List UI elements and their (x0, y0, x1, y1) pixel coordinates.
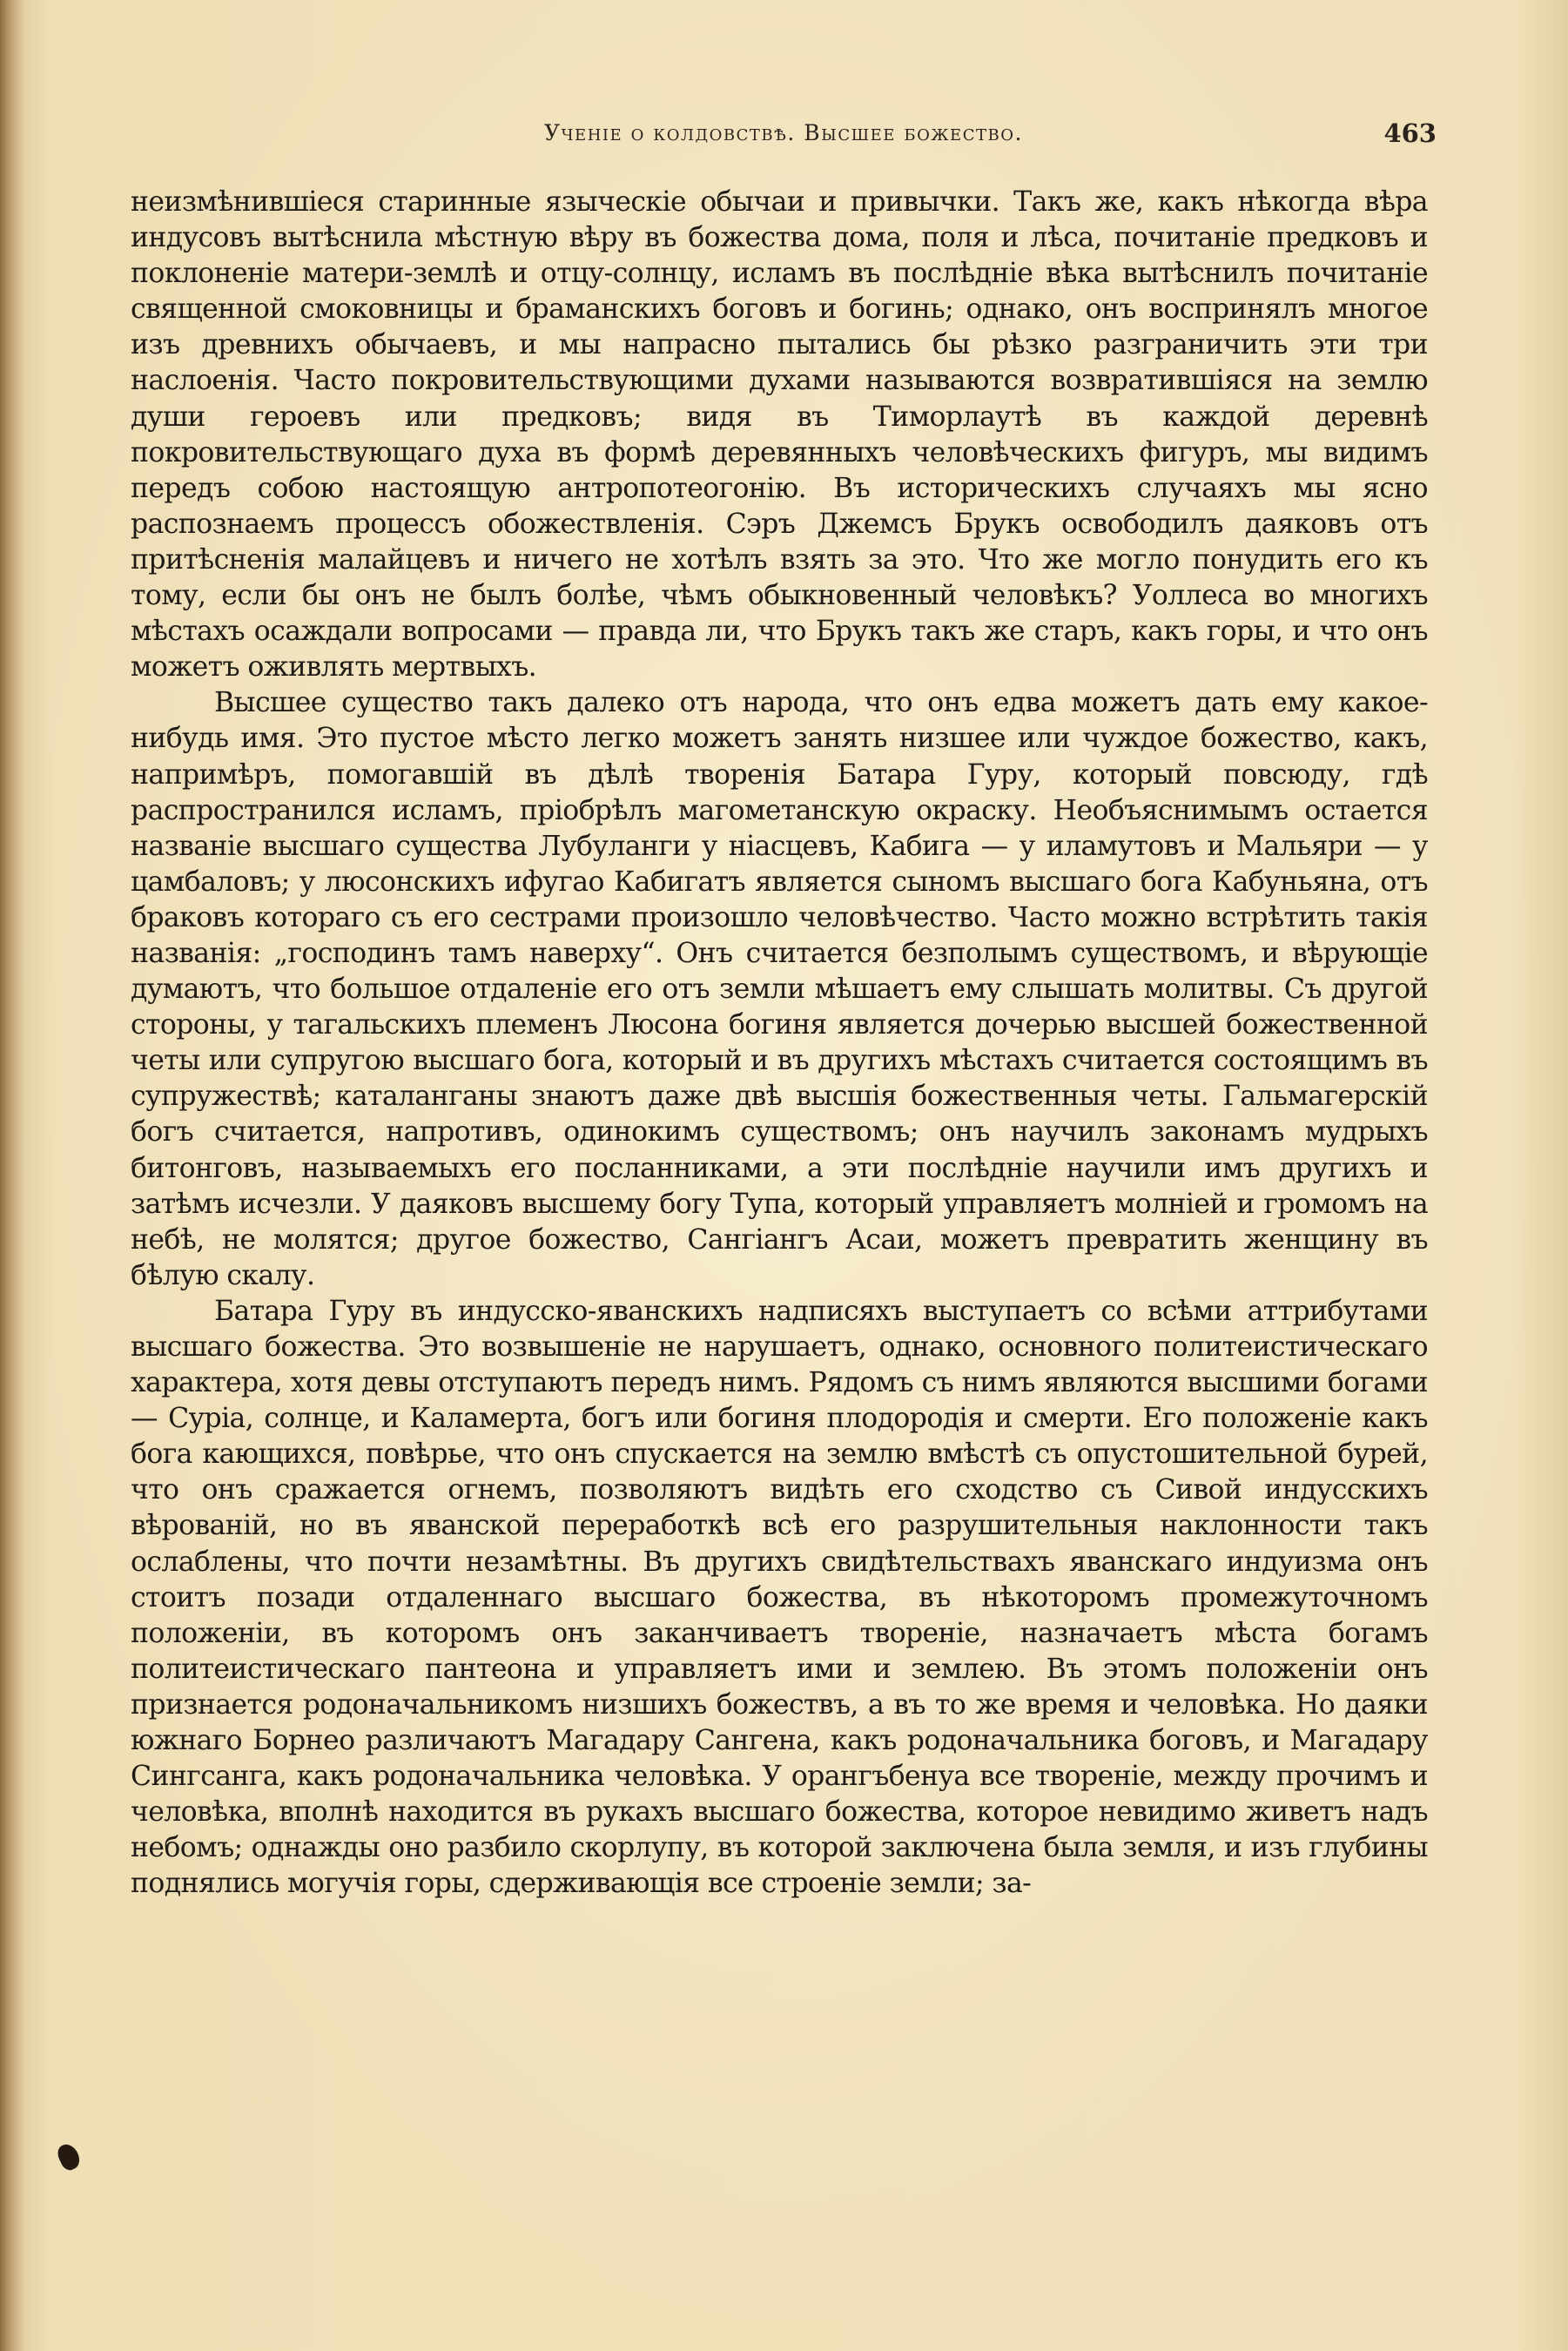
paragraph-1: неизмѣнившіеся старинные языческіе обычаи и привычки. Такъ же, какъ нѣкогда вѣра индусовъ вытѣснила мѣстную вѣру въ божества дома, поля и лѣса, почитаніе предковъ и поклоненіе матери-землѣ и отцу-солнцу, исламъ въ послѣдніе вѣка вытѣснилъ почитаніе священной смоковницы и браманскихъ боговъ и богинь; однако, онъ воспринялъ многое изъ древнихъ обычаевъ, и мы напрасно пытались бы рѣзко разграничить эти три наслоенія. Часто покровительствующими духами называются возвратившіяся на землю души героевъ или предковъ; видя въ Тиморлаутѣ въ каждой деревнѣ покровительствующаго духа въ формѣ деревянныхъ человѣческихъ фигуръ, мы видимъ передъ собою настоящую антропотеогонію. Въ историческихъ случаяхъ мы ясно распознаемъ процессъ обожествленія. Сэръ Джемсъ Брукъ освободилъ даяковъ отъ притѣсненія малайцевъ и ничего не хотѣлъ взять за это. Что же могло понудить его къ тому, если бы онъ не былъ болѣе, чѣмъ обыкновенный человѣкъ? Уоллеса во многихъ мѣстахъ осаждали вопросами — правда ли, что Брукъ такъ же старъ, какъ горы, и что онъ можетъ оживлять мертвыхъ. (131, 186, 1428, 684)
ink-blot-mark (55, 2141, 84, 2172)
body-text (131, 185, 1428, 2213)
page-number: 463 (1383, 118, 1437, 148)
paragraph-3: Батара Гуру въ индусско-яванскихъ надписяхъ выступаетъ со всѣми аттрибутами высшаго божества. Это возвышеніе не нарушаетъ, однако, основного политеистическаго характера, хотя девы отступаютъ передъ нимъ. Рядомъ съ нимъ являются высшими богами — Суріа, солнце, и Каламерта, богъ или богиня плодородія и смерти. Его положеніе какъ бога кающихся, повѣрье, что онъ спускается на землю вмѣстѣ съ опустошительной бурей, что онъ сражается огнемъ, позволяютъ видѣть его сходство съ Сивой индусскихъ вѣрованій, но въ яванской переработкѣ всѣ его разрушительныя наклонности такъ ослаблены, что почти незамѣтны. Въ другихъ свидѣтельствахъ яванскаго индуизма онъ стоитъ позади отдаленнаго высшаго божества, въ нѣкоторомъ промежуточномъ положеніи, въ которомъ онъ заканчиваетъ твореніе, назначаетъ мѣста богамъ политеистическаго пантеона и управляетъ ими и землею. Въ этомъ положеніи онъ признается родоначальникомъ низшихъ божествъ, а въ то же время и человѣка. Но даяки южнаго Борнео различаютъ Магадару Сангена, какъ родоначальника боговъ, и Магадару Сингсанга, какъ родоначальника человѣка. У орангъбенуа все твореніе, между прочимъ и человѣка, вполнѣ находится въ рукахъ высшаго божества, которое невидимо живетъ надъ небомъ; однажды оно разбило скорлупу, въ которой заключена была земля, и изъ глубины поднялись могучія горы, сдерживающія все строеніе земли; за- (131, 1295, 1428, 1900)
running-title: Ученіе о колдовствѣ. Высшее божество. (544, 120, 1023, 145)
paragraph-2: Высшее существо такъ далеко отъ народа, что онъ едва можетъ дать ему какое-нибудь имя. Это пустое мѣсто легко можетъ занять низшее или чуждое божество, какъ, напримѣръ, помогавшій въ дѣлѣ творенія Батара Гуру, который повсюду, гдѣ распространился исламъ, пріобрѣлъ магометанскую окраску. Необъяснимымъ остается названіе высшаго существа Лубуланги у ніасцевъ, Кабига — у иламутовъ и Мальяри — у цамбаловъ; у люсонскихъ ифугао Кабигатъ является сыномъ высшаго бога Кабуньяна, отъ браковъ котораго съ его сестрами произошло человѣчество. Часто можно встрѣтить такія названія: „господинъ тамъ наверху“. Онъ считается безполымъ существомъ, и вѣрующіе думаютъ, что большое отдаленіе его отъ земли мѣшаетъ ему слышать молитвы. Съ другой стороны, у тагальскихъ племенъ Люсона богиня является дочерью высшей божественной четы или супругою высшаго бога, который и въ другихъ мѣстахъ считается состоящимъ въ супружествѣ; каталанганы знаютъ даже двѣ высшія божественныя четы. Гальмагерскій богъ считается, напротивъ, одинокимъ существомъ; онъ научилъ законамъ мудрыхъ битонговъ, называемыхъ его посланниками, а эти послѣдніе научили имъ другихъ и затѣмъ исчезли. У даяковъ высшему богу Тупа, который управляетъ молніей и громомъ на небѣ, не молятся; другое божество, Сангіангъ Асаи, можетъ превратить женщину въ бѣлую скалу. (131, 687, 1428, 1291)
